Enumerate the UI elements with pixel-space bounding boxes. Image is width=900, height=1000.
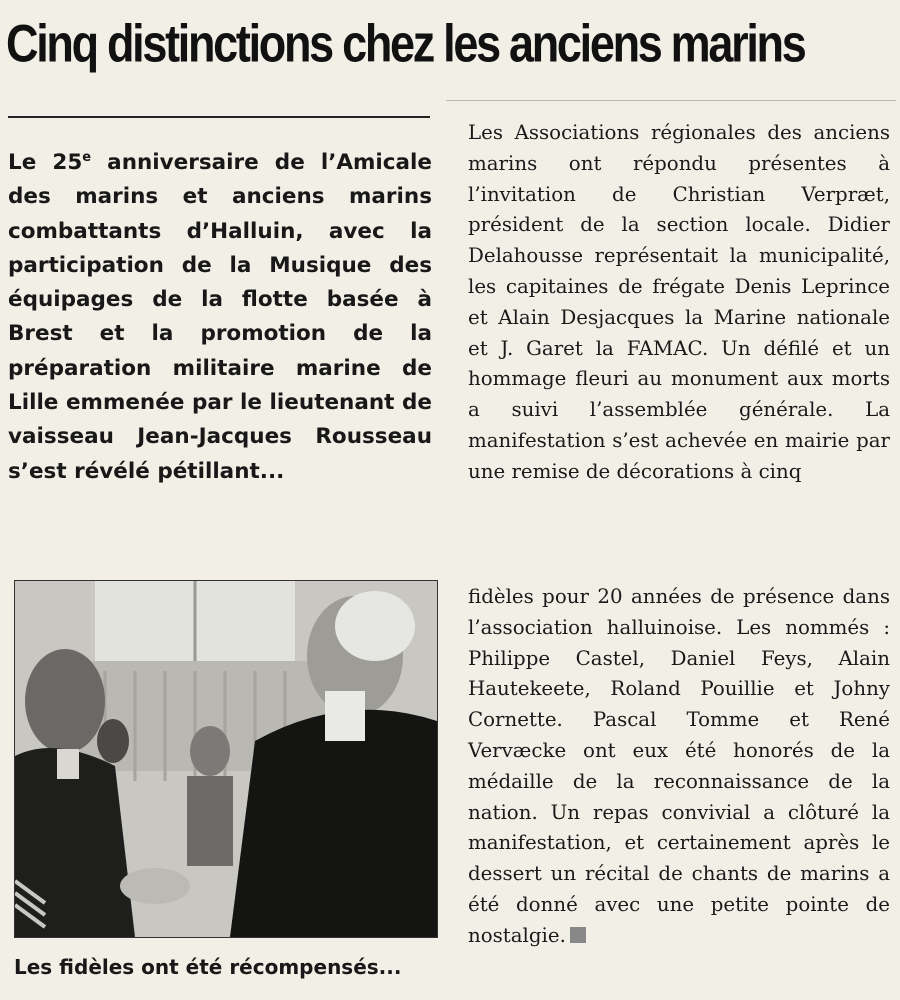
divider-rule (8, 116, 430, 118)
lead-text-rest: anniversaire de l’Amicale des marins et anciens marins combattants d’Halluin, avec la participation de la Musique des équipages de la flotte basée à Brest et la promotion de la préparation militaire marine de Lille emmenée par le lieutenant de vaisseau Jean-Jacques Rousseau s’est révélé pétillant... (8, 150, 432, 484)
body-text-part1: Les Associations régionales des anciens marins ont répondu présentes à l’invitation de Christian Verpræt, président de la section locale. Didier Delahousse représentait la municipalité, les capitaines de frégate Denis Leprince et Alain Desjacques la Marine nationale et J. Garet la FAMAC. Un défilé et un hommage fleuri au monument aux morts a suivi l’assemblée générale. La manifestation s’est achevée en mairie par une remise de décorations à cinq (468, 121, 890, 483)
ceremony-photo-illustration (15, 581, 437, 937)
square-end-mark-icon (570, 927, 586, 943)
headline: Cinq distinctions chez les anciens marins (6, 13, 805, 74)
ceremony-photo (14, 580, 438, 938)
lead-paragraph (8, 146, 432, 489)
lead-superscript: e (82, 149, 92, 165)
photo-caption: Les fidèles ont été récompensés... (14, 955, 402, 979)
top-column-edge (446, 100, 896, 101)
body-text-part2-content: fidèles pour 20 années de présence dans l’association halluinoise. Les nommés : Philippe Castel, Daniel Feys, Alain Hautekeete, Roland Pouillie et Johny Cornette. Pascal Tomme et René Vervæcke ont eux été honorés de la médaille de la reconnaissance de la nation. Un repas convivial a clôturé la manifestation, et certainement après le dessert un récital de chants de marins a été donné avec une petite pointe de nostalgie. (468, 585, 890, 947)
body-text-part2 (468, 582, 890, 952)
lead-text-start: Le 25 (8, 150, 83, 175)
